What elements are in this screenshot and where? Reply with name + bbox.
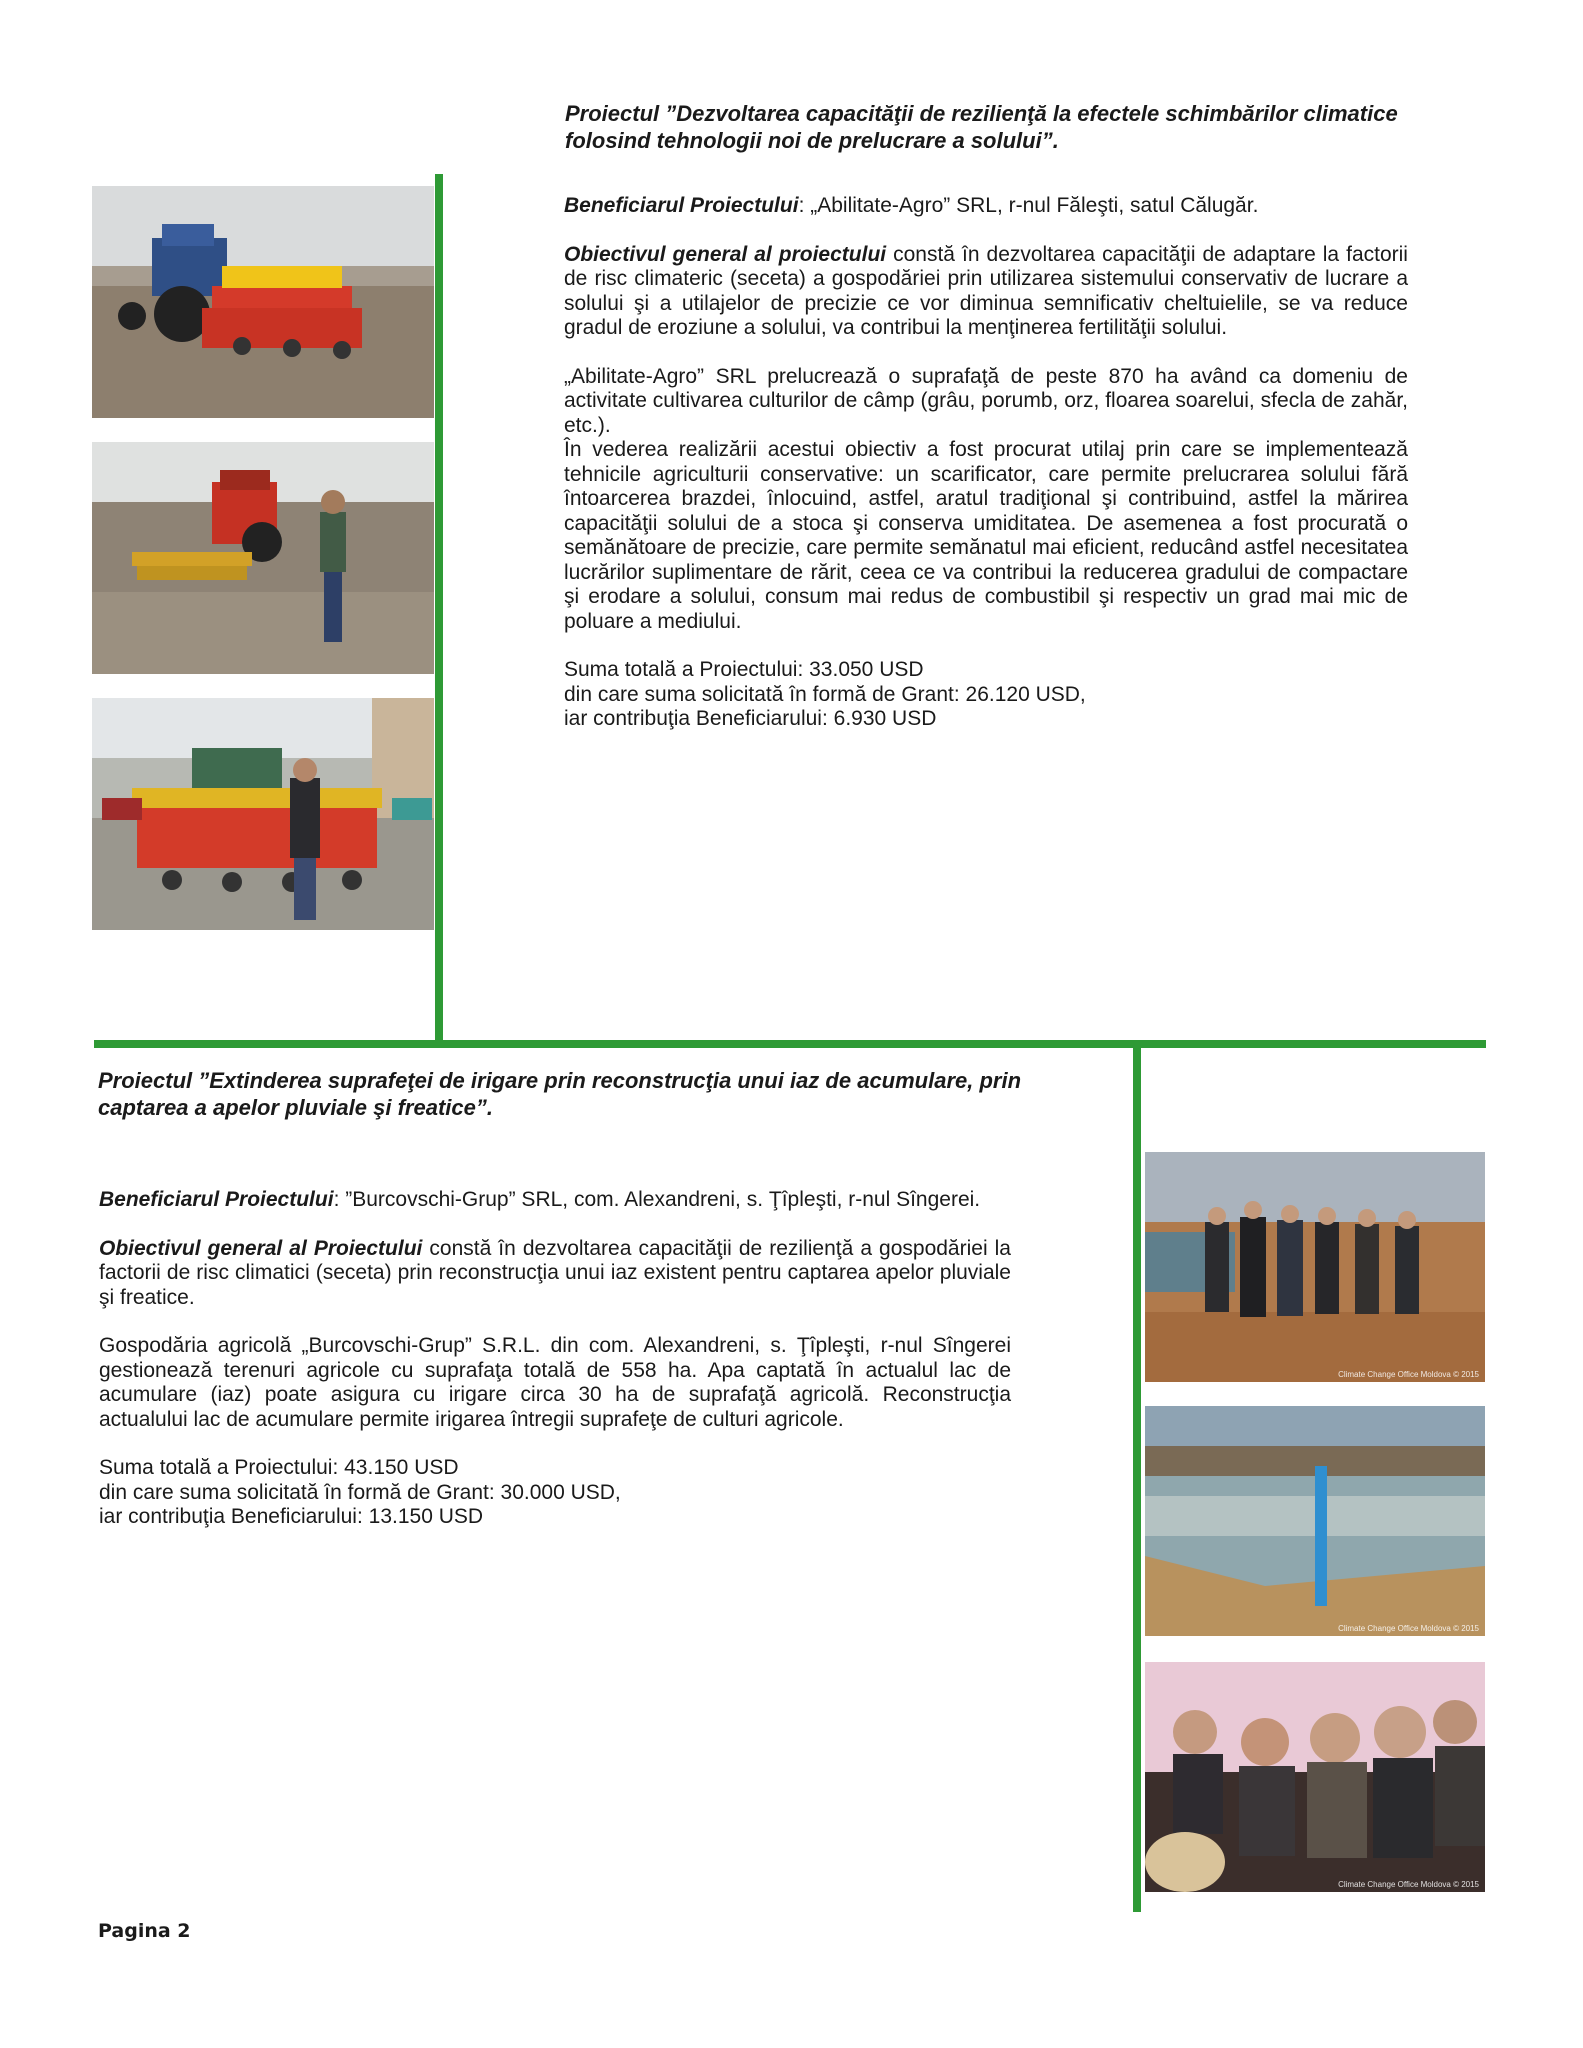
project2-objective [99, 1237, 1011, 1311]
objective-label: Obiectivul general al proiectului [564, 242, 887, 266]
tractor-planter-photo [92, 186, 434, 418]
project1-beneficiary [564, 194, 1408, 219]
project1-paragraph-1: „Abilitate-Agro” SRL prelucrează o suprafaţă de peste 870 ha având ca domeniu de activitate cultivarea culturilor de câmp (grâu, porumb, orz, floarea soarelui, sfecla de zahăr, etc.). [564, 364, 1408, 437]
pond-pipe-photo [1145, 1406, 1485, 1636]
tractor-scarifier-photo [92, 442, 434, 674]
vertical-divider-bottom [1133, 1048, 1141, 1912]
vertical-divider-top [435, 174, 443, 1046]
project1-body [564, 194, 1408, 732]
project2-body [99, 1188, 1011, 1530]
seeder-group-photo [92, 698, 434, 930]
objective-value: constă în dezvoltarea capacităţii de rezilienţă a gospodăriei la factorii de risc climatici (seceta) prin reconstrucţia unui iaz existent pentru captarea apelor pluviale şi freatice. [99, 1236, 1011, 1309]
project1-title: Proiectul ”Dezvoltarea capacităţii de rezilienţă la efectele schimbărilor climatice folosind tehnologii noi de prelucrare a solului”. [565, 101, 1398, 153]
project2-beneficiary [99, 1188, 1011, 1213]
watermark: Climate Change Office Moldova © 2015 [1338, 1880, 1479, 1889]
page-number: Pagina 2 [98, 1920, 191, 1942]
objective-label: Obiectivul general al Proiectului [99, 1236, 423, 1260]
objective-value: constă în dezvoltarea capacităţii de adaptare la factorii de risc climateric (seceta) a gospodăriei prin utilizarea sistemului conservativ de lucrare a solului şi a utilajelor de precizie ce vor diminua semnificativ cheltuielile, se va reduce gradul de eroziune a solului, va contribui la menţinerea fertilităţii solului. [564, 242, 1408, 339]
project1-sum-contribution: iar contribuţia Beneficiarului: 6.930 USD [564, 707, 937, 730]
project1-sum-total: Suma totală a Proiectului: 33.050 USD [564, 658, 924, 681]
project2-sum-contribution: iar contribuţia Beneficiarului: 13.150 USD [99, 1505, 484, 1528]
meeting-audience-photo [1145, 1662, 1485, 1892]
project2-sum-total: Suma totală a Proiectului: 43.150 USD [99, 1456, 459, 1479]
project2-title: Proiectul ”Extinderea suprafeţei de irigare prin reconstrucţia unui iaz de acumulare, prin captarea a apelor pluviale şi freatice”. [98, 1068, 1022, 1120]
project2-paragraph-1: Gospodăria agricolă „Burcovschi-Grup” S.R.L. din com. Alexandreni, s. Ţîpleşti, r-nul Sîngerei gestionează terenuri agricole cu suprafaţa totală de 558 ha. Apa captată în actualul lac de acumulare (iaz) poate asigura cu irigare circa 30 ha de suprafaţă agricolă. Reconstrucţia actualului lac de acumulare permite irigarea întregii suprafeţe de culturi agricole. [99, 1334, 1011, 1431]
watermark: Climate Change Office Moldova © 2015 [1338, 1370, 1479, 1379]
beneficiary-label: Beneficiarul Proiectului [564, 194, 799, 217]
project1-paragraph-2: În vederea realizării acestui obiectiv a fost procurat utilaj prin care se implementează tehnicile agriculturii conservative: un scarificator, care permite prelucrarea solului fără întoarcerea brazdei, înlocuind, astfel, aratul tradiţional şi contribuind, astfel la mărirea capacităţii solului de a stoca şi conserva umiditatea. De asemenea a fost procurată o semănătoare de precizie, care permite semănatul mai eficient, reducând astfel necesitatea lucrărilor suplimentare de rărit, ceea ce va contribui la reducerea gradului de compactare şi erodare a solului, consum mai redus de combustibil şi respectiv un grad mai mic de poluare a mediului. [564, 438, 1408, 633]
project1-objective [564, 243, 1408, 341]
beneficiary-value: : „Abilitate-Agro” SRL, r-nul Făleşti, satul Călugăr. [798, 194, 1259, 217]
watermark: Climate Change Office Moldova © 2015 [1338, 1624, 1479, 1633]
horizontal-divider [94, 1040, 1486, 1048]
project2-sum-grant: din care suma solicitată în formă de Grant: 30.000 USD, [99, 1480, 621, 1504]
beneficiary-value: : ”Burcovschi-Grup” SRL, com. Alexandreni, s. Ţîpleşti, r-nul Sîngerei. [333, 1188, 981, 1211]
site-visit-photo [1145, 1152, 1485, 1382]
project1-sum-grant: din care suma solicitată în formă de Grant: 26.120 USD, [564, 682, 1086, 706]
beneficiary-label: Beneficiarul Proiectului [99, 1188, 334, 1211]
